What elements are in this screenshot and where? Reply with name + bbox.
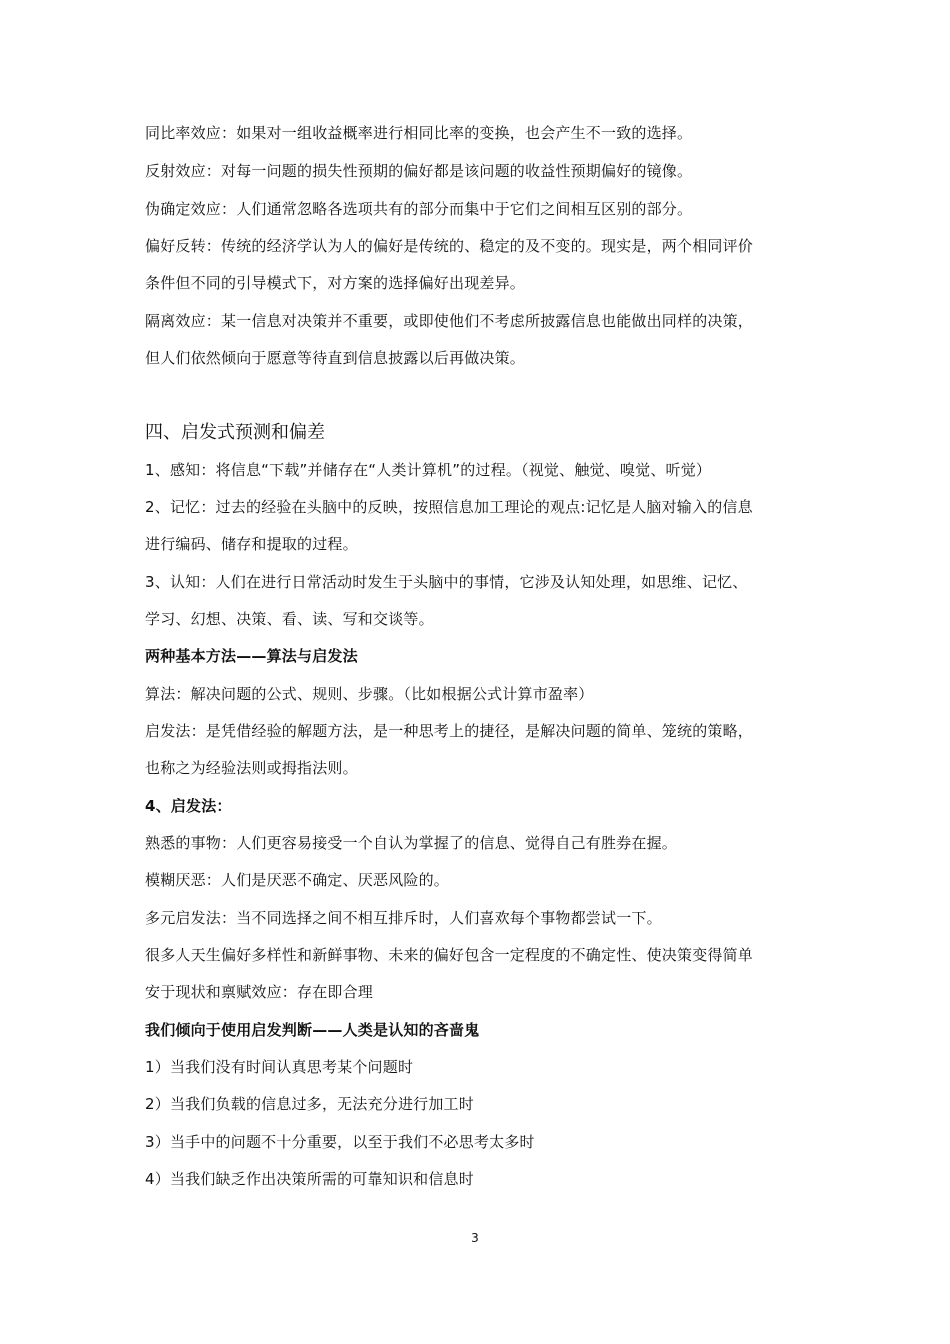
section-heading: 四、启发式预测和偏差 — [145, 422, 325, 443]
paragraph-line: 但人们依然倾向于愿意等待直到信息披露以后再做决策。 — [145, 349, 526, 367]
paragraph-line: 偏好反转：传统的经济学认为人的偏好是传统的、稳定的及不变的。现实是，两个相同评价 — [145, 237, 754, 255]
paragraph-line: 很多人天生偏好多样性和新鲜事物、未来的偏好包含一定程度的不确定性、使决策变得简单 — [145, 946, 754, 964]
paragraph-line: 启发法：是凭借经验的解题方法，是一种思考上的捷径，是解决问题的简单、笼统的策略， — [145, 722, 754, 740]
paragraph-line: 同比率效应：如果对一组收益概率进行相同比率的变换，也会产生不一致的选择。 — [145, 124, 693, 142]
paragraph-line: 学习、幻想、决策、看、读、写和交谈等。 — [145, 610, 434, 628]
paragraph-line: 算法：解决问题的公式、规则、步骤。（比如根据公式计算市盈率） — [145, 685, 594, 703]
paragraph-line: 3、认知：人们在进行日常活动时发生于头脑中的事情，它涉及认知处理，如思维、记忆、 — [145, 573, 748, 591]
list-item: 2）当我们负载的信息过多，无法充分进行加工时 — [145, 1095, 474, 1113]
paragraph-line: 2、记忆：过去的经验在头脑中的反映，按照信息加工理论的观点:记忆是人脑对输入的信息 — [145, 498, 753, 516]
paragraph-line: 也称之为经验法则或拇指法则。 — [145, 759, 358, 777]
list-item: 3）当手中的问题不十分重要，以至于我们不必思考太多时 — [145, 1133, 535, 1151]
subheading: 我们倾向于使用启发判断——人类是认知的吝啬鬼 — [145, 1021, 480, 1039]
paragraph-line: 隔离效应：某一信息对决策并不重要，或即使他们不考虑所披露信息也能做出同样的决策， — [145, 312, 754, 330]
paragraph-line: 多元启发法：当不同选择之间不相互排斥时，人们喜欢每个事物都尝试一下。 — [145, 909, 662, 927]
subheading: 4、启发法： — [145, 797, 232, 815]
subheading: 两种基本方法——算法与启发法 — [145, 647, 358, 665]
paragraph-line: 进行编码、储存和提取的过程。 — [145, 535, 358, 553]
paragraph-line: 条件但不同的引导模式下，对方案的选择偏好出现差异。 — [145, 274, 526, 292]
paragraph-line: 反射效应：对每一问题的损失性预期的偏好都是该问题的收益性预期偏好的镜像。 — [145, 162, 693, 180]
paragraph-line: 模糊厌恶：人们是厌恶不确定、厌恶风险的。 — [145, 871, 450, 889]
paragraph-line: 熟悉的事物：人们更容易接受一个自认为掌握了的信息、觉得自己有胜券在握。 — [145, 834, 678, 852]
list-item: 4）当我们缺乏作出决策所需的可靠知识和信息时 — [145, 1170, 474, 1188]
paragraph-line: 安于现状和禀赋效应：存在即合理 — [145, 983, 374, 1001]
paragraph-line: 1、感知：将信息“下载”并储存在“人类计算机”的过程。（视觉、触觉、嗅觉、听觉） — [145, 461, 712, 479]
page-number: 3 — [471, 1231, 479, 1245]
paragraph-line: 伪确定效应：人们通常忽略各选项共有的部分而集中于它们之间相互区别的部分。 — [145, 200, 693, 218]
list-item: 1）当我们没有时间认真思考某个问题时 — [145, 1058, 414, 1076]
